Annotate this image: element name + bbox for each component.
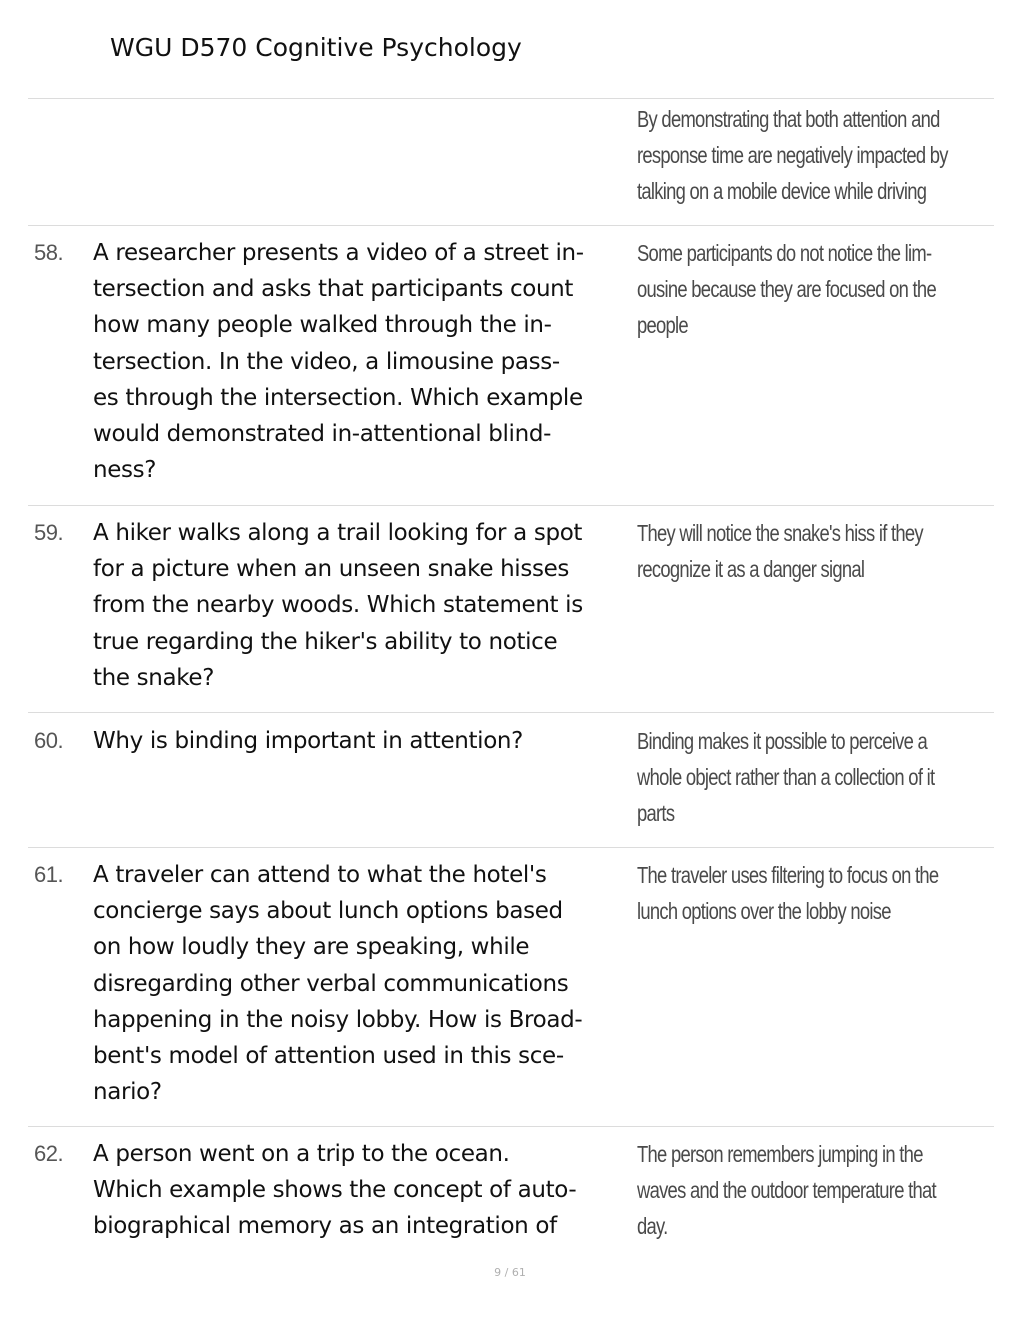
answer-text: The traveler uses filtering to focus on the lunch options over the lobby noise (637, 862, 939, 925)
question-text: Why is binding important in attention? (93, 728, 524, 754)
question-number: 58. (34, 240, 64, 265)
row-divider (28, 505, 994, 506)
question-number: 62. (34, 1141, 64, 1166)
row-divider (28, 847, 994, 848)
question-number: 59. (34, 520, 64, 545)
row-divider (28, 98, 994, 99)
continued-answer: By demonstrating that both attention and response time are negatively impacted by talking on a mobile device while driving (637, 106, 948, 205)
question-text: A researcher presents a video of a street in- tersection and asks that participants count how many people walked through the in- tersection. In the video, a limousine pass- es through the intersection. Which example would demonstrated in-attentional blind- ness? (93, 240, 584, 484)
question-text: A person went on a trip to the ocean. Which example shows the concept of auto- biographical memory as an integration of (93, 1141, 577, 1240)
row-divider (28, 712, 994, 713)
answer-text: They will notice the snake's hiss if they recognize it as a danger signal (637, 520, 923, 583)
answer-text: Some participants do not notice the lim- ousine because they are focused on the people (637, 240, 936, 339)
page-number: 9 / 61 (494, 1266, 526, 1279)
question-number: 61. (34, 862, 64, 887)
row-divider (28, 225, 994, 226)
row-divider (28, 1126, 994, 1127)
question-text: A hiker walks along a trail looking for a spot for a picture when an unseen snake hisses from the nearby woods. Which statement is true regarding the hiker's ability to notice the snake? (93, 520, 583, 691)
answer-text: Binding makes it possible to perceive a whole object rather than a collection of it parts (637, 728, 935, 827)
document-title: WGU D570 Cognitive Psychology (110, 33, 522, 62)
question-text: A traveler can attend to what the hotel's concierge says about lunch options based on how loudly they are speaking, while disregarding other verbal communications happening in the noisy lobby. How is Broad- bent's model of attention used in this sce- nario? (93, 862, 583, 1106)
answer-text: The person remembers jumping in the waves and the outdoor temperature that day. (637, 1141, 936, 1240)
question-number: 60. (34, 728, 64, 753)
